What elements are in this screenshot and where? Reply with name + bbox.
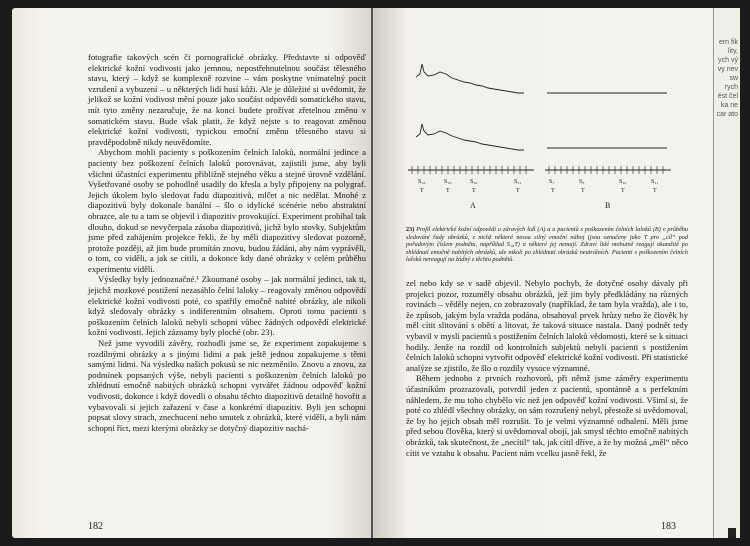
tick-mark-label: T	[472, 188, 476, 194]
figure-caption	[406, 226, 688, 264]
paragraph: Než jsme vyvodili závěry, rozhodli jsme se, že experiment zopakujeme s rozdílnými obrázky a s jinými lidmi a pak ještě jednou zopakujeme s těmi samými lidmi. Na výsledku našich pokusů se nic nezměnilo. Znovu a znovu, za podmínek popsaných výše, nebyli pacienti s poškozením čelních laloků po zhlédnutí emočně nabitých obrázků schopni vytvářet žádnou odpověď kožní vodivosti, dokonce i když dovedli o obsahu těchto diapozitivů detailně hovořit a vybavovali si jejich zařazení v čase a konkrétní diapozitiv. Byli jen schopni popsat slovy strach, znechucení nebo smutek z obrázků, které viděli, a byli nám schopni říct, mezi kterými obrázky se dotyčný diapozitiv nachá-	[88, 338, 366, 433]
tick-mark-label: T	[516, 188, 520, 194]
paragraph: fotografie takových scén či pornografické obrázky. Představte si odpověď elektrické kožní vodivosti jako jemnou, nepostřehnutelnou součást tělesného stavu, který – když se komplexně rozvine – vám poskytne vnímatelný pocit vzrušení a vybuzení – u některých lidí husí kůži. Ale je důležité si uvědomit, že jelikož se kožní vodivost mění pouze jako součást odpovědi somatického stavu, mít tyto změny nezaručuje, že na konci budete prožívat zřetelnou změnu v somatickém stavu. Bude však platit, že když nejste s to reagovat změnou elektrické kožní vodivosti, typickou emoční změnu tělesného stavu si pravděpodobně nikdy neuvědomíte.	[88, 52, 366, 147]
tick-label: S₂₁	[514, 179, 522, 185]
tick-label: S₇	[549, 179, 555, 185]
page-tab-mark	[728, 528, 736, 538]
tick-mark-label: T	[621, 188, 625, 194]
tick-label: S₁₁	[651, 179, 659, 185]
paragraph: Během jednoho z prvních rozhovorů, při němž jsme záměry experimentu účastníkům prozrazovali, potvrdil jeden z pacientů, spontánně a s perfektním náhledem, že mu toho chybělo víc než jen odpověď kožní vodivosti. Všiml si, že poté co zhlédl všechny obrázky, on sám rozrušený nebyl, přestože si uvědomoval, že by ho jejich obsah měl rozrušit. To je velmi významné odhalení. Měli jsme před sebou člověka, který si uvědomoval obojí, jak smysl těchto emočně nabitých obrázků, tak skutečnost, že „necítil“ tak, jak cítil dříve, a že by možná „měl“ něco cítit ve vztahu k obsahu. Pacient nám vcelku jasně řekl, že	[406, 373, 688, 458]
panel-label: B	[605, 201, 611, 210]
tick-mark-label: T	[551, 188, 555, 194]
trace-line	[416, 124, 524, 150]
caption-text: Profil elektrické kožní odpovědi u zdravých lidí (A) a u pacientů s poškozením čelních laloků (B) v průběhu sledování řady obrázků, z nichž některé nesou silný emoční náboj (jsou označeny jako T pro „cíl“ pod pořadovým číslem podnětu, například S₁₈T) a některé jej nemají. Zdraví lidé mohutně reagují okamžitě po zhlédnutí emočně nabitých obrázků, ale nikoli po zhlédnutí obrázků neutrálních. Pacienti s poškozením čelních laloků nereagují na žádný z těchto podnětů.	[406, 226, 688, 264]
panel-label: A	[470, 201, 476, 210]
caption-number: 23)	[406, 226, 415, 233]
right-page	[373, 8, 713, 538]
figure-panel-a	[406, 62, 536, 217]
tick-mark-label: T	[653, 188, 657, 194]
trace-line	[416, 64, 524, 93]
cut-off-text: ern fik lity, ych vý vy nev sw rych ést čel ka ne car ato	[716, 39, 738, 118]
tick-mark-label: T	[446, 188, 450, 194]
paragraph: Abychom mohli pacienty s poškozením čelních laloků, normální jedince a pacienty bez poškození čelních laloků porovnávat, zajistili jsme, aby byli všichni účastníci experimentu přibližně stejného věku a stejné úrovně vzdělání. Vyšetřované osoby se pohodlně usadily do křesla a byly připojeny na polygraf. Jejich úkolem bylo sledovat řadu diapozitivů, mlčet a nic nedělat. Mnohé z diapozitivů byly dokonale banální – šlo o idylické scénérie nebo abstraktní obrazce, ale tu a tam se objevil i diapozitiv provokující. Experiment probíhal tak dlouho, dokud se nevyčerpala zásoba diapozitivů, jichž bylo stovky. Subjektům jsme před zahájením projekce řekli, že by měli diapozitivy sledovat pozorně, protože později, až jim bude promítán znovu, budou žádáni, aby nám vyprávěli, o tom, co viděli, a jak se cítili, a dokonce kdy dané obrázky v celém průběhu experimentu viděli.	[88, 147, 366, 274]
tick-label: S₂₀	[470, 179, 478, 185]
right-text-column	[406, 278, 688, 458]
tick-label: S₁₀	[619, 179, 627, 185]
next-page-edge	[713, 8, 740, 538]
page-number: 183	[661, 521, 676, 532]
tick-label: S₁₉	[444, 179, 452, 185]
tick-mark-label: T	[581, 188, 585, 194]
figure-panel-b	[543, 62, 673, 217]
paragraph: Výsledky byly jednoznačné.¹ Zkoumané osoby – jak normální jedinci, tak ti, jejichž mozkové postižení nezasáhlo čelní laloky – reagovaly změnou odpovědí elektrické kožní vodivosti poté, co spatřily emočně nabité obrázky, ale nikoli když sledovaly obrázky s indiferentním obsahem. Oproti tomu pacienti s poškozením čelních laloků nebyli schopni vůbec žádných odpovědí elektrické kožní vodivosti. Jejich záznamy byly ploché (obr. 23).	[88, 274, 366, 338]
left-page	[12, 8, 372, 538]
tick-label: S₈	[579, 179, 585, 185]
page-number: 182	[88, 521, 103, 532]
left-text-column	[88, 52, 366, 433]
tick-label: S₁₈	[418, 179, 426, 185]
paragraph: zel nebo kdy se v sadě objevil. Nebylo pochyb, že dotyčné osoby dávaly při projekci pozor, rozuměly obsahu obrázků, jež jim byly předkládány na různých rovinách – věděly nejen, co zobrazovaly (například, že tam byla vražda), ale i to, že způsob, jakým byla vražda podána, obsahoval prvek hrůzy nebo že člověk by měl cítit slitování s obětí a litovat, že taková situace nastala. Daný podnět tedy vybavil v mysli pacientů s postižením čelních laloků vědomosti, které se k situaci hodily. Jenže na rozdíl od kontrolních subjektů nebyli pacienti s postižením čelních laloků schopni vytvořit odpověď elektrické kožní vodivosti. Při statistické analýze se zjistilo, že šlo o rozdíly vysoce významné.	[406, 278, 688, 373]
tick-mark-label: T	[420, 188, 424, 194]
